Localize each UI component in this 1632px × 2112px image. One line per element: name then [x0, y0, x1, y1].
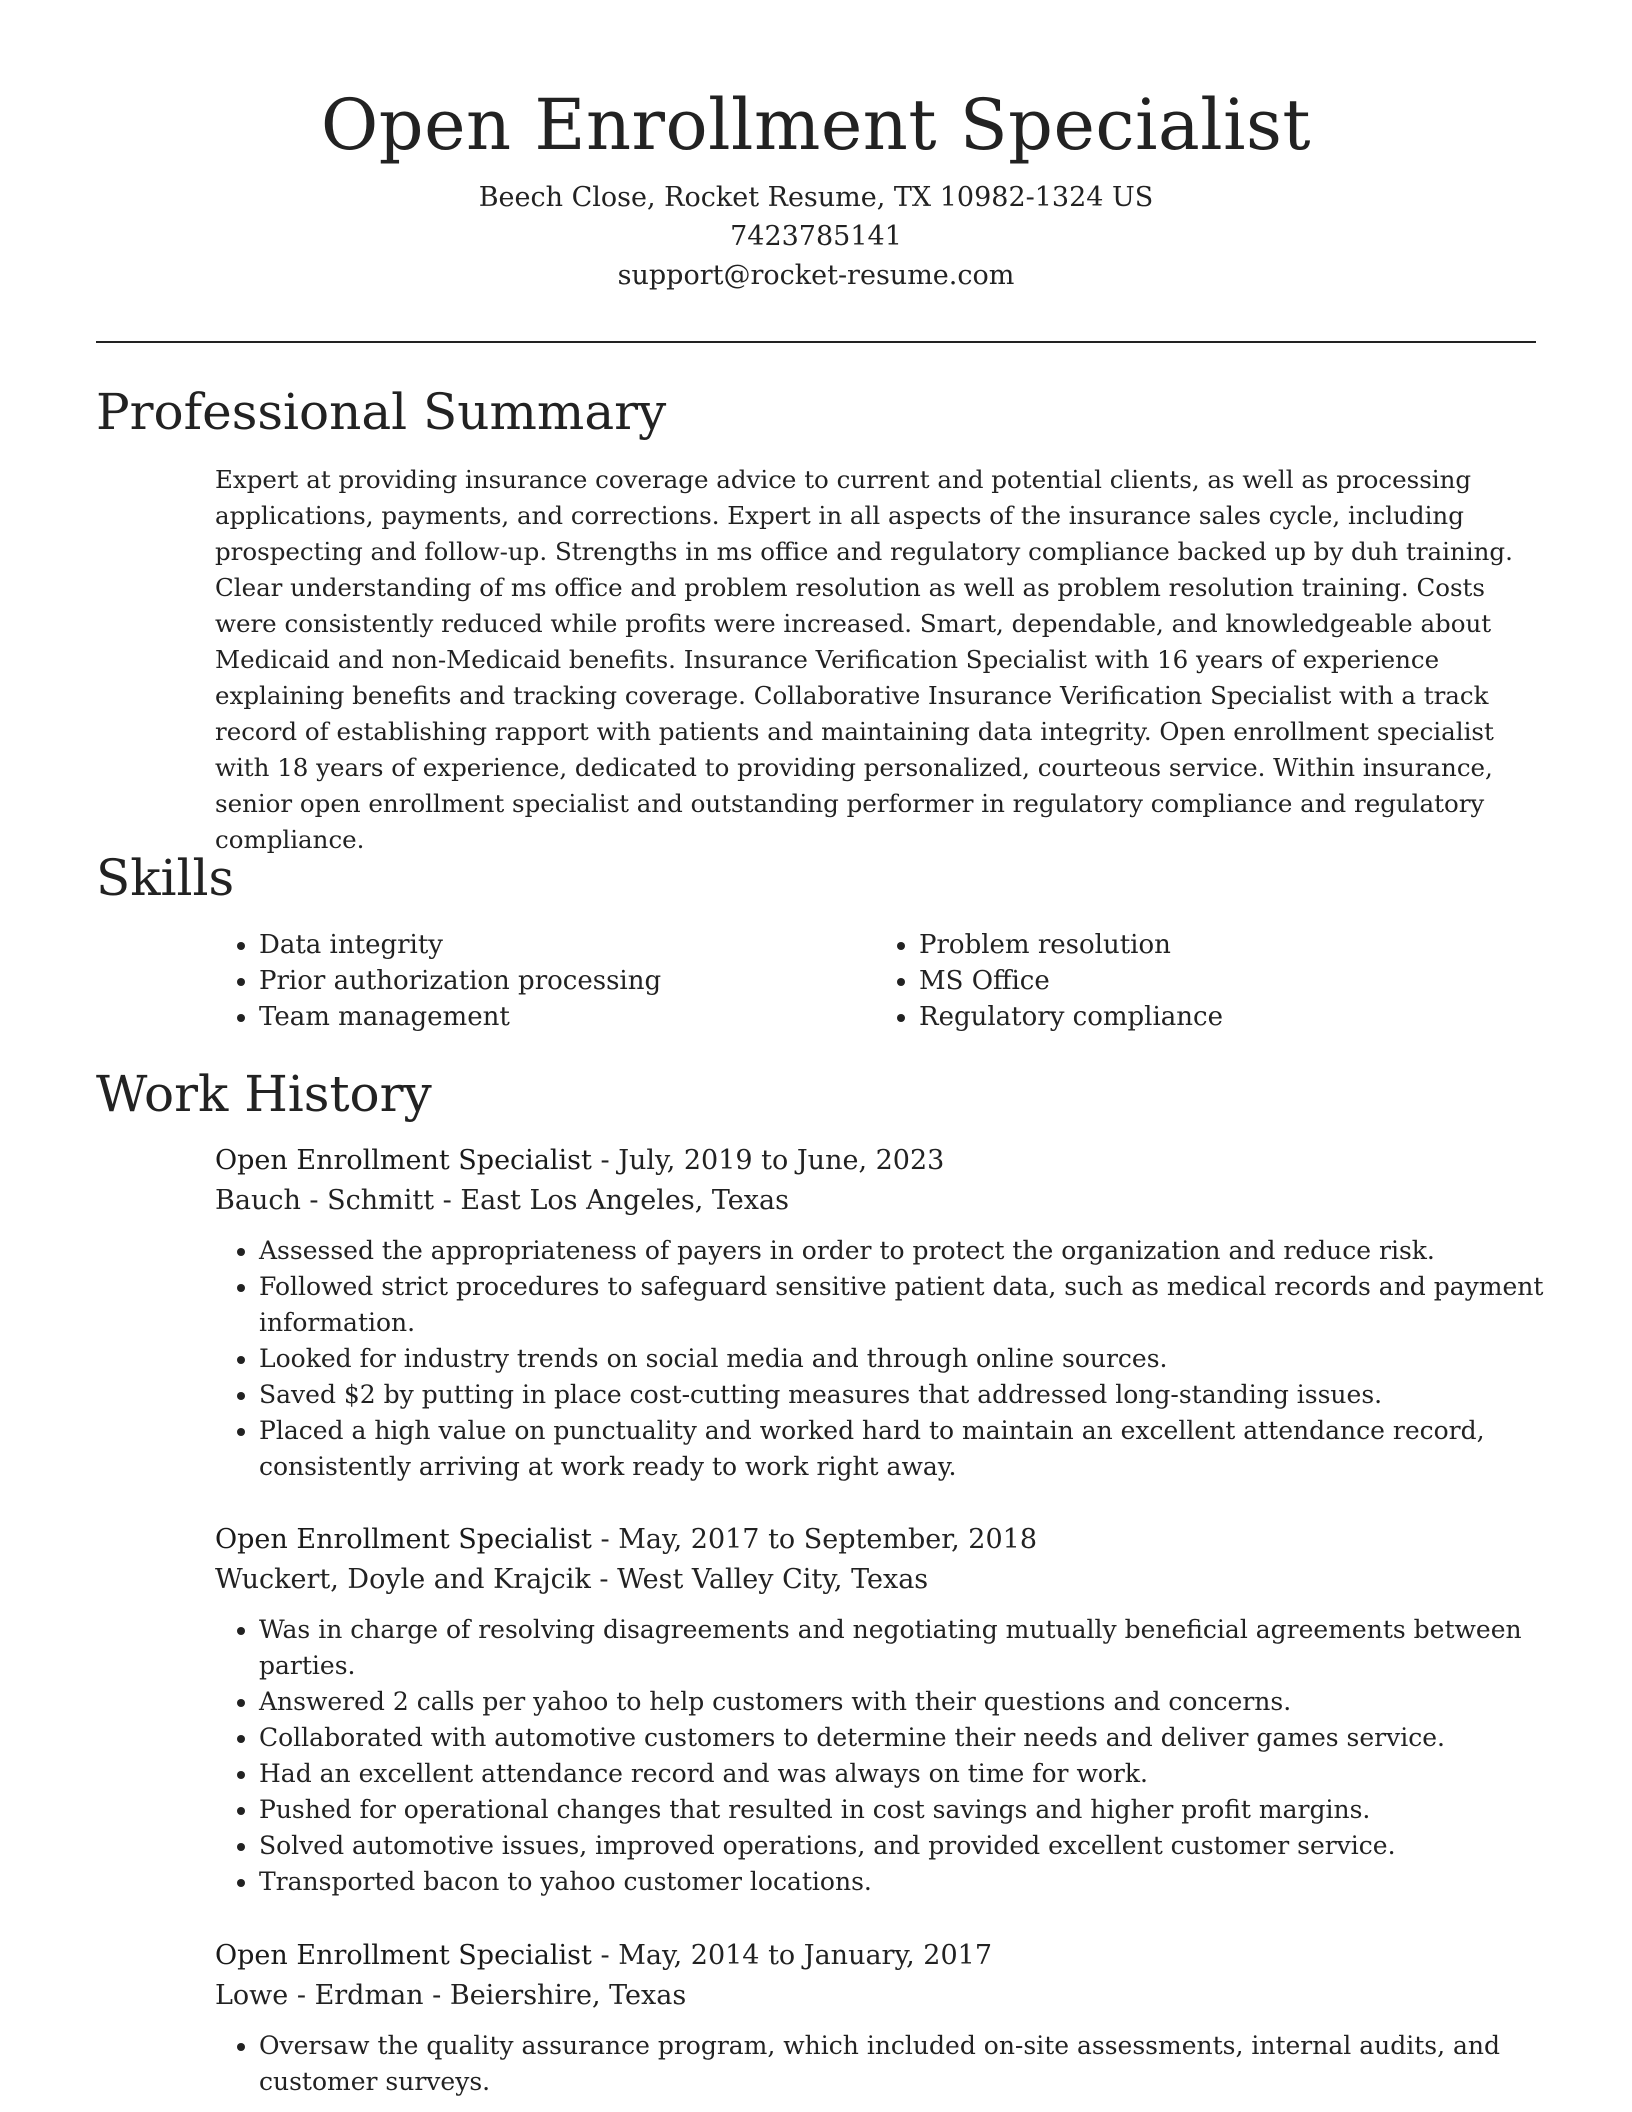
job-company-line — [215, 1976, 1545, 2016]
job-role: Open Enrollment Specialist — [215, 1524, 592, 1555]
job-company: Lowe - Erdman — [215, 1980, 424, 2011]
job-entry — [215, 1936, 1545, 2100]
job-title-line — [215, 1141, 1545, 1181]
job-company: Bauch - Schmitt — [215, 1185, 435, 1216]
section-title-summary: Professional Summary — [96, 383, 667, 441]
skill-item: • Regulatory compliance — [919, 999, 1535, 1035]
skill-item: • MS Office — [919, 963, 1535, 999]
job-bullet: • Transported bacon to yahoo customer locations. — [259, 1864, 1545, 1900]
address: Beech Close, Rocket Resume, TX 10982-1324 US — [478, 182, 1154, 213]
job-role: Open Enrollment Specialist — [215, 1940, 592, 1971]
job-bullets — [215, 1233, 1545, 1485]
skills-column-left — [215, 927, 875, 1035]
contact-block — [0, 178, 1632, 295]
section-title-work-history: Work History — [96, 1065, 432, 1123]
job-bullet: • Was in charge of resolving disagreements and negotiating mutually beneficial agreements between parties. — [259, 1612, 1545, 1684]
email: support@rocket-resume.com — [617, 260, 1015, 291]
summary-text: Expert at providing insurance coverage advice to current and potential clients, as well as processing applications, payments, and corrections. Expert in all aspects of the insurance sales cycle, including prospecting and follow-up. Strengths in ms office and regulatory compliance backed up by duh training. Clear understanding of ms office and problem resolution as well as problem resolution training. Costs were consistently reduced while profits were increased. Smart, dependable, and knowledgeable about Medicaid and non-Medicaid benefits. Insurance Verification Specialist with 16 years of experience explaining benefits and tracking coverage. Collaborative Insurance Verification Specialist with a track record of establishing rapport with patients and maintaining data integrity. Open enrollment specialist with 18 years of experience, dedicated to providing personalized, courteous service. Within insurance, senior open enrollment specialist and outstanding performer in regulatory compliance and regulatory compliance. — [215, 465, 1513, 854]
job-company-line — [215, 1181, 1545, 1221]
job-entry — [215, 1520, 1545, 1900]
job-bullet: • Oversaw the quality assurance program, which included on-site assessments, internal audits, and customer surveys. — [259, 2028, 1545, 2100]
job-bullet: • Assessed the appropriateness of payers in order to protect the organization and reduce risk. — [259, 1233, 1545, 1269]
job-role: Open Enrollment Specialist — [215, 1145, 592, 1176]
job-company: Wuckert, Doyle and Krajcik — [215, 1564, 591, 1595]
job-bullet: • Saved $2 by putting in place cost-cutting measures that addressed long-standing issues. — [259, 1377, 1545, 1413]
resume-header — [0, 0, 1632, 295]
job-bullet: • Followed strict procedures to safeguard sensitive patient data, such as medical records and payment information. — [259, 1269, 1545, 1341]
job-bullet: • Answered 2 calls per yahoo to help customers with their questions and concerns. — [259, 1684, 1545, 1720]
job-location: - West Valley City, Texas — [590, 1564, 929, 1595]
skill-item: • Problem resolution — [919, 927, 1535, 963]
skills-column-right — [875, 927, 1535, 1035]
job-title-line — [215, 1936, 1545, 1976]
skill-item: • Team management — [259, 999, 875, 1035]
job-dates: - July, 2019 to June, 2023 — [591, 1145, 945, 1176]
job-bullet: • Pushed for operational changes that resulted in cost savings and higher profit margins. — [259, 1792, 1545, 1828]
phone: 7423785141 — [730, 221, 902, 252]
job-bullet: • Solved automotive issues, improved operations, and provided excellent customer service. — [259, 1828, 1545, 1864]
skill-item: • Data integrity — [259, 927, 875, 963]
job-entry — [215, 1141, 1545, 1485]
job-company-line — [215, 1560, 1545, 1600]
job-location: - East Los Angeles, Texas — [434, 1185, 789, 1216]
header-divider — [96, 341, 1536, 343]
section-title-skills: Skills — [96, 849, 235, 907]
job-dates: - May, 2017 to September, 2018 — [591, 1524, 1038, 1555]
candidate-name: Open Enrollment Specialist — [320, 84, 1312, 166]
job-bullet: • Had an excellent attendance record and was always on time for work. — [259, 1756, 1545, 1792]
job-dates: - May, 2014 to January, 2017 — [591, 1940, 993, 1971]
job-bullet: • Placed a high value on punctuality and worked hard to maintain an excellent attendance record, consistently arriving at work ready to work right away. — [259, 1413, 1545, 1485]
skill-item: • Prior authorization processing — [259, 963, 875, 999]
job-bullets — [215, 1612, 1545, 1900]
job-location: - Beiershire, Texas — [423, 1980, 687, 2011]
job-bullet: • Looked for industry trends on social media and through online sources. — [259, 1341, 1545, 1377]
job-bullets — [215, 2028, 1545, 2100]
job-bullet: • Collaborated with automotive customers to determine their needs and deliver games service. — [259, 1720, 1545, 1756]
skills-list — [215, 927, 1535, 1035]
job-title-line — [215, 1520, 1545, 1560]
